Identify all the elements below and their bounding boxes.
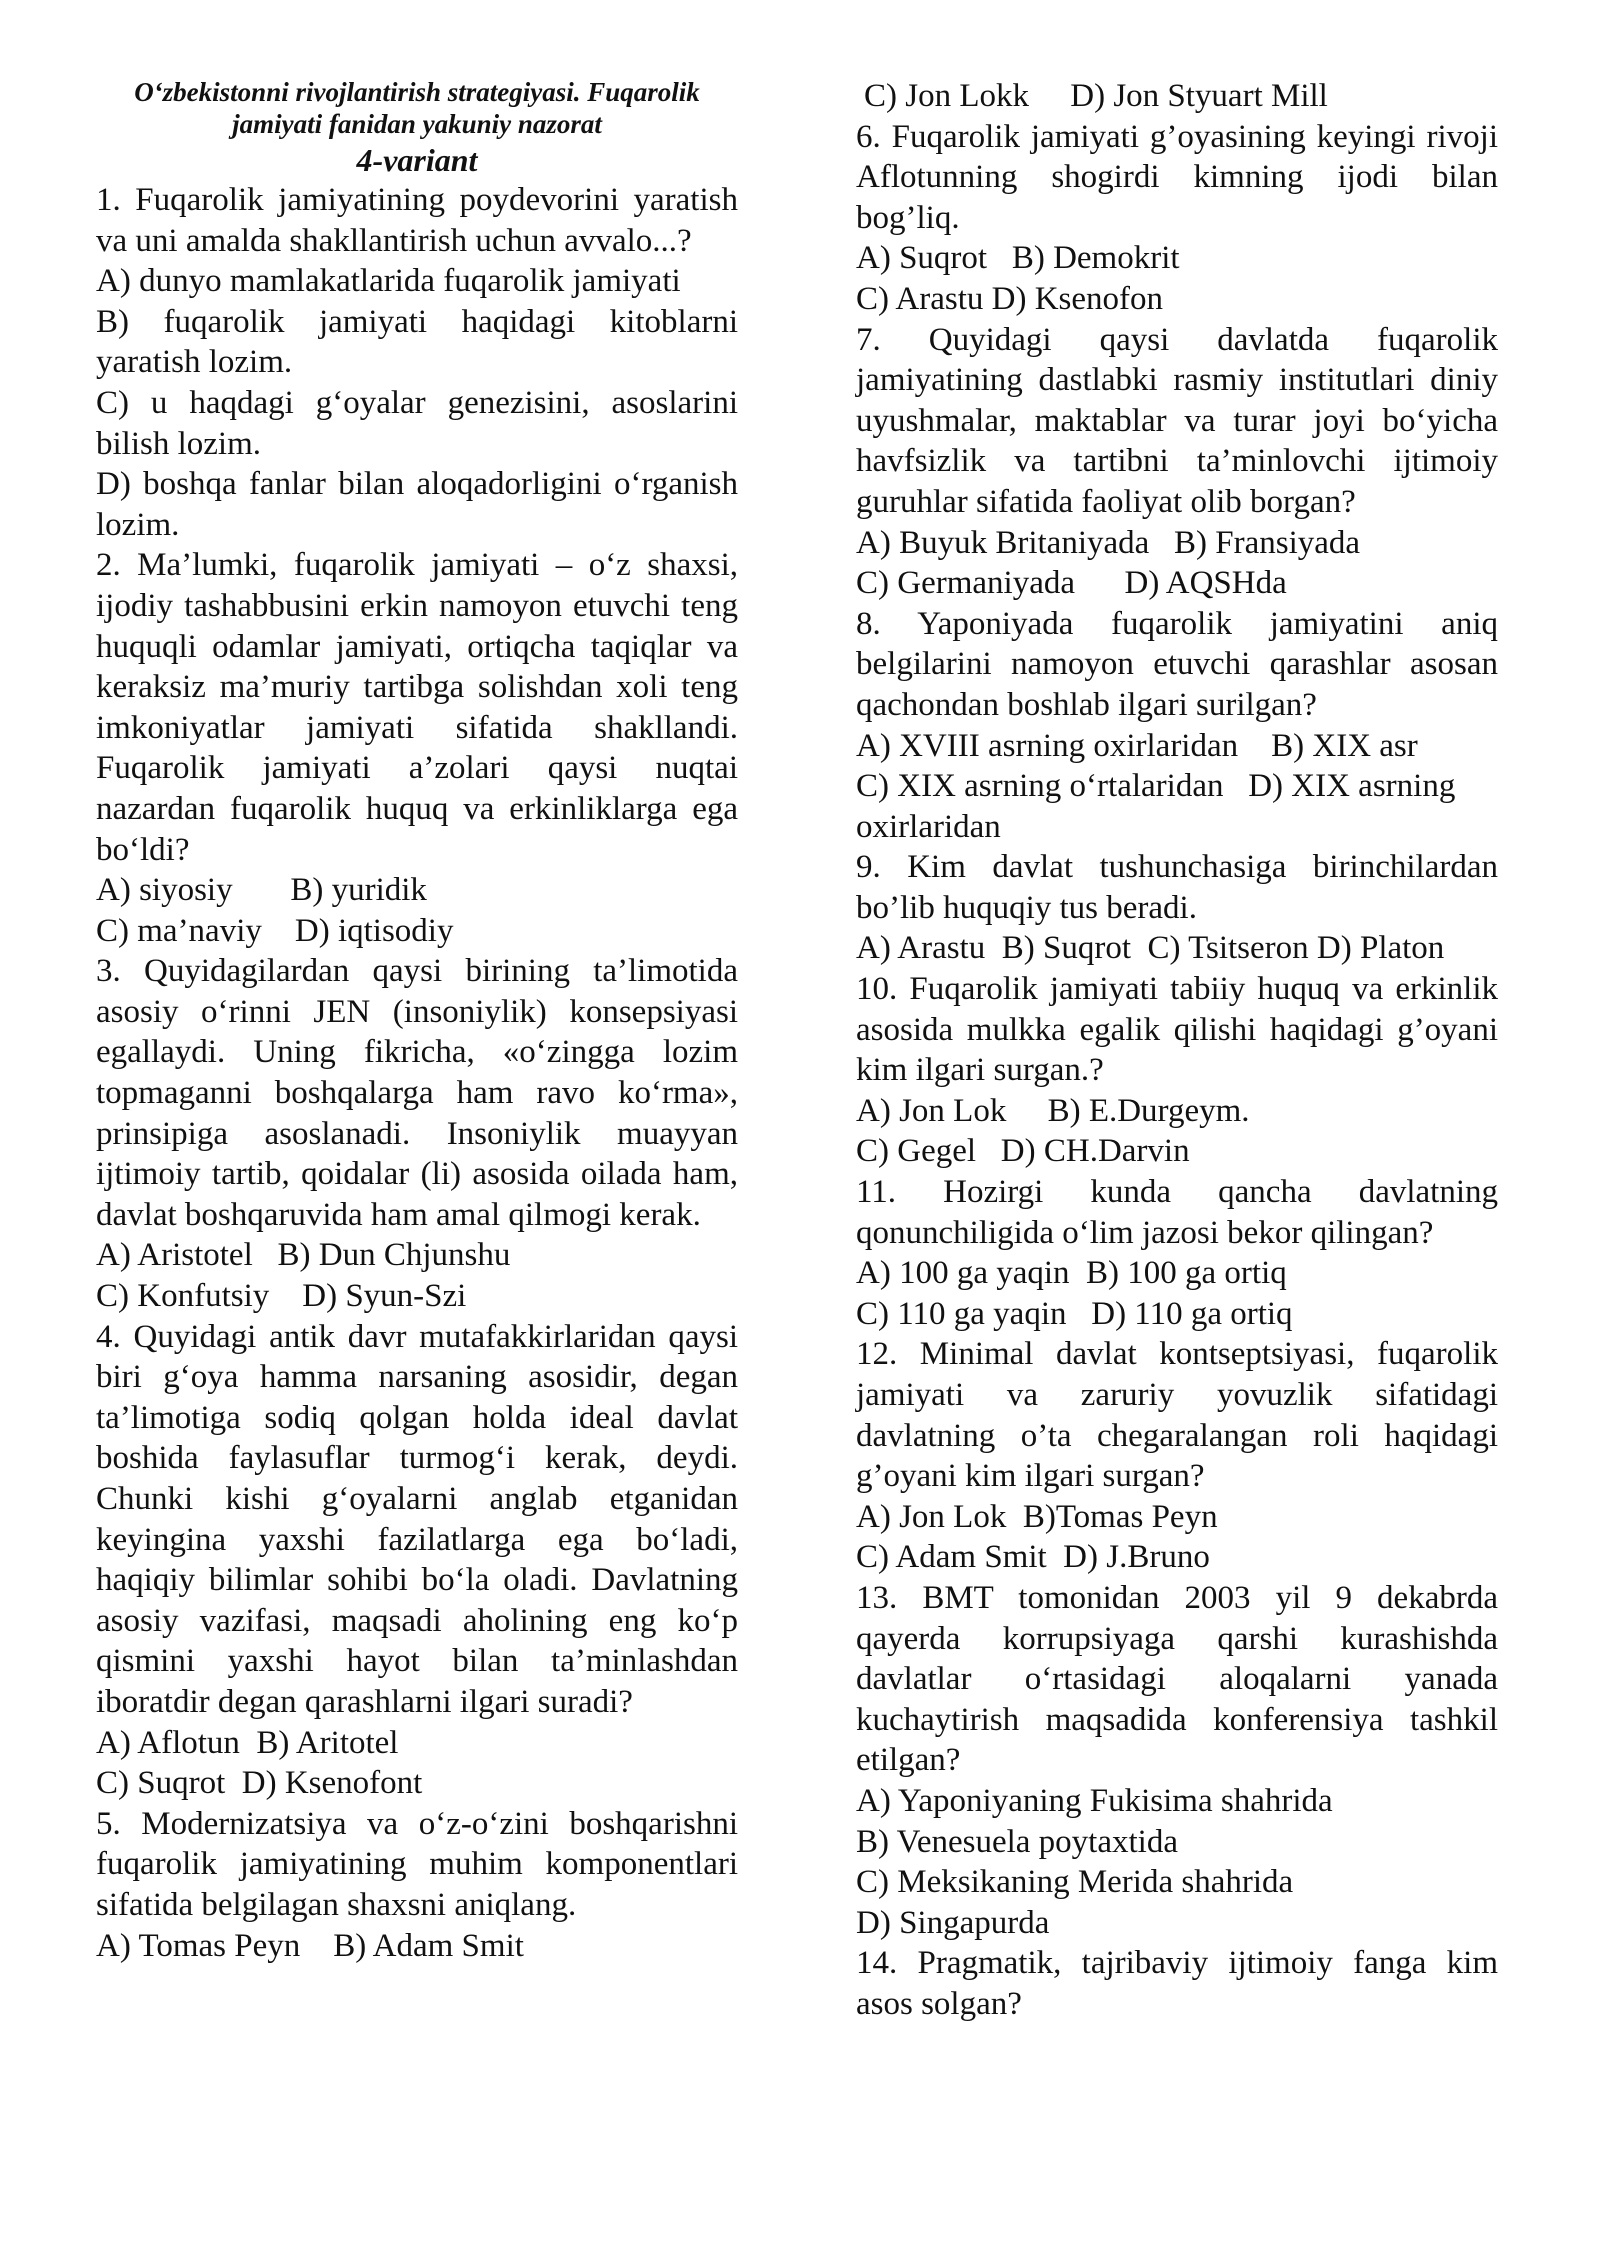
question-text: 2. Ma’lumki, fuqarolik jamiyati – o‘z shaxsi, ijodiy tashabbusini erkin namoyon etuvchi teng huquqli odamlar jamiyati, ortiqcha taqiqlar va keraksiz ma’muriy tartibga solishdan xoli teng imkoniyatlar jamiyati sifatida shakllandi. Fuqarolik jamiyati a’zolari qaysi nuqtai nazardan fuqarolik huquq va erkinliklarga ega bo‘ldi? (96, 547, 738, 868)
answer-option: A) Buyuk Britaniyada B) Fransiyada (856, 524, 1361, 561)
question-text: 14. Pragmatik, tajribaviy ijtimoiy fanga kim asos solgan? (856, 1945, 1498, 2022)
answer-option: A) Arastu B) Suqrot C) Tsitseron D) Platon (856, 930, 1445, 967)
question-text: 11. Hozirgi kunda qancha davlatning qonunchiligida o‘lim jazosi bekor qilingan? (856, 1174, 1498, 1251)
question-14 (856, 1943, 1498, 2024)
left-column (96, 76, 738, 1966)
answer-option: C) Germaniyada D) AQSHda (856, 565, 1287, 602)
answer-option: A) Suqrot B) Demokrit (856, 240, 1180, 277)
right-column (856, 76, 1498, 2025)
question-text: 9. Kim davlat tushunchasiga birinchilardan bo’lib huquqiy tus beradi. (856, 849, 1498, 926)
question-1 (96, 180, 738, 545)
question-3 (96, 951, 738, 1316)
question-9 (856, 847, 1498, 969)
question-4 (96, 1317, 738, 1804)
answer-option: C) Adam Smit D) J.Bruno (856, 1539, 1210, 1576)
answer-option: C) Gegel D) CH.Darvin (856, 1133, 1190, 1170)
question-text: 8. Yaponiyada fuqarolik jamiyatini aniq belgilarini namoyon etuvchi qarashlar asosan qachondan boshlab ilgari surilgan? (856, 605, 1498, 723)
answer-option: D) Singapurda (856, 1904, 1050, 1941)
question-text: 12. Minimal davlat kontseptsiyasi, fuqarolik jamiyati va zaruriy yovuzlik sifatidagi davlatning o’ta chegaralangan roli haqidagi g’oyani kim ilgari surgan? (856, 1336, 1498, 1495)
answer-option: D) boshqa fanlar bilan aloqadorligini o‘rganish lozim. (96, 466, 738, 543)
question-text: 6. Fuqarolik jamiyati g’oyasining keyingi rivoji Aflotunning shogirdi kimning ijodi bilan bog’liq. (856, 118, 1498, 236)
question-2 (96, 545, 738, 951)
answer-option: B) Venesuela poytaxtida (856, 1823, 1178, 1860)
answer-option: C) 110 ga yaqin D) 110 ga ortiq (856, 1295, 1293, 1332)
variant-label: 4-variant (356, 142, 478, 178)
answer-option: A) dunyo mamlakatlarida fuqarolik jamiyati (96, 263, 681, 300)
question-5 (96, 1804, 738, 1966)
question-text: 7. Quyidagi qaysi davlatda fuqarolik jamiyatining dastlabki rasmiy institutlari diniy uyushmalar, maktablar va turar joyi bo‘yicha havfsizlik va tartibni ta’minlovchi ijtimoiy guruhlar sifatida faoliyat olib borgan? (856, 321, 1498, 520)
answer-option: A) Jon Lok B) E.Durgeym. (856, 1092, 1250, 1129)
question-text: 5. Modernizatsiya va o‘z-o‘zini boshqarishni fuqarolik jamiyatining muhim komponentlari sifatida belgilagan shaxsni aniqlang. (96, 1805, 738, 1923)
answer-option: A) Aristotel B) Dun Chjunshu (96, 1237, 511, 1274)
answer-option: B) fuqarolik jamiyati haqidagi kitoblarni yaratish lozim. (96, 303, 738, 381)
question-text: 1. Fuqarolik jamiyatining poydevorini yaratish va uni amalda shakllantirish uchun avvalo...? (96, 182, 738, 259)
question-12 (856, 1334, 1498, 1578)
question-text: 10. Fuqarolik jamiyati tabiiy huquq va erkinlik asosida mulkka egalik qilishi haqidagi g’oyani kim ilgari surgan.? (856, 971, 1498, 1089)
answer-option: C) Meksikaning Merida shahrida (856, 1864, 1294, 1901)
answer-option: A) Jon Lok B)Tomas Peyn (856, 1498, 1218, 1535)
answer-option: C) u haqdagi g‘oyalar genezisini, asoslarini bilish lozim. (96, 384, 738, 462)
answer-option: A) 100 ga yaqin B) 100 ga ortiq (856, 1255, 1287, 1292)
answer-option: A) Tomas Peyn B) Adam Smit (96, 1927, 524, 1964)
question-10 (856, 969, 1498, 1172)
question-text: 4. Quyidagi antik davr mutafakkirlaridan qaysi biri g‘oya hamma narsaning asosidir, degan ta’limotiga sodiq qolgan holda ideal davlat boshida faylasuflar turmog‘i kerak, deydi. Chunki kishi g‘oyalarni anglab etganidan keyingina yaxshi fazilatlarga ega bo‘ladi, haqiqiy bilimlar sohibi bo‘la oladi. Davlatning asosiy vazifasi, maqsadi aholining eng ko‘p qismini yaxshi hayot bilan ta’minlashdan iboratdir degan qarashlarni ilgari suradi? (96, 1318, 738, 1720)
question-11 (856, 1172, 1498, 1334)
question-7 (856, 320, 1498, 604)
answer-option: A) Yaponiyaning Fukisima shahrida (856, 1782, 1333, 1819)
question-8 (856, 604, 1498, 848)
answer-option: C) Konfutsiy D) Syun-Szi (96, 1278, 467, 1315)
question-text: 13. BMT tomonidan 2003 yil 9 dekabrda qayerda korrupsiyaga qarshi kurashishda davlatlar o‘rtasidagi aloqalarni yanada kuchaytirish maqsadida konferensiya tashkil etilgan? (856, 1579, 1498, 1779)
question-text: 3. Quyidagilardan qaysi birining ta’limotida asosiy o‘rinni JEN (insoniylik) konsepsiyasi egallaydi. Uning fikricha, «o‘zingga lozim topmaganni boshqalarga ham ravo ko‘rma», prinsipiga asoslanadi. Insoniylik muayyan ijtimoiy tartib, qoidalar (li) asosida oilada ham, davlat boshqaruvida ham amal qilmogi kerak. (96, 953, 738, 1233)
question-13 (856, 1578, 1498, 1943)
answer-option: A) siyosiy B) yuridik (96, 872, 427, 909)
answer-option: C) Suqrot D) Ksenofont (96, 1765, 423, 1802)
answer-option: C) ma’naviy D) iqtisodiy (96, 912, 454, 949)
document-title: O‘zbekistonni rivojlantirish strategiyasi. Fuqarolik jamiyati fanidan yakuniy nazorat (134, 77, 700, 139)
answer-option: A) XVIII asrning oxirlaridan B) XIX asr (856, 727, 1418, 764)
answer-option: A) Aflotun B) Aritotel (96, 1724, 399, 1761)
answer-option: C) Arastu D) Ksenofon (856, 280, 1164, 317)
answer-option: C) XIX asrning o‘rtalaridan D) XIX asrning oxirlaridan (856, 768, 1464, 845)
answer-option: C) Jon Lokk D) Jon Styuart Mill (864, 78, 1328, 114)
question-6 (856, 117, 1498, 320)
